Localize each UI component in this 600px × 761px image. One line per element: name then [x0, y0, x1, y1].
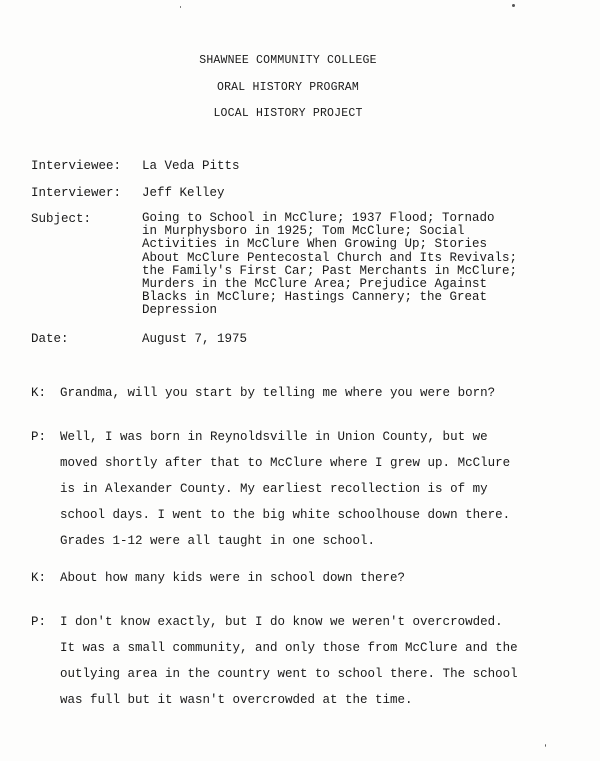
transcript-line: Grades 1-12 were all taught in one school.: [60, 534, 376, 548]
scan-speck: [545, 744, 546, 747]
subject-line: Blacks in McClure; Hastings Cannery; the Great: [142, 290, 488, 305]
scan-speck: [180, 6, 181, 8]
transcript-line: It was a small community, and only those from McClure and the: [60, 641, 518, 655]
interviewer-value: Jeff Kelley: [142, 186, 225, 200]
transcript-line: was full but it wasn't overcrowded at the time.: [60, 693, 413, 707]
transcript-line: I don't know exactly, but I do know we weren't overcrowded.: [60, 615, 503, 629]
subject-line: Going to School in McClure; 1937 Flood; Tornado: [142, 211, 495, 225]
header-program: ORAL HISTORY PROGRAM: [216, 81, 360, 94]
transcript-turn: [60, 424, 560, 554]
speaker-k: K:: [31, 386, 47, 400]
transcript-turn: [60, 609, 560, 713]
date-label: Date:: [31, 332, 69, 346]
transcript-line: moved shortly after that to McClure where I grew up. McClure: [60, 456, 511, 470]
speaker-p: P:: [31, 615, 47, 629]
date-value: August 7, 1975: [142, 332, 248, 346]
header-college: SHAWNEE COMMUNITY COLLEGE: [199, 54, 377, 67]
subject-line: in Murphysboro in 1925; Tom McClure; Social: [142, 224, 465, 239]
interviewee-value: La Veda Pitts: [142, 159, 240, 173]
subject-line: About McClure Pentecostal Church and Its Revivals;: [142, 250, 518, 265]
transcript-line: outlying area in the country went to school there. The school: [60, 667, 518, 681]
subject-line: the Family's First Car; Past Merchants in McClure;: [142, 263, 518, 278]
transcript-line: About how many kids were in school down there?: [60, 571, 406, 585]
transcript-line: Grandma, will you start by telling me where you were born?: [60, 386, 496, 400]
subject-value: [142, 212, 572, 318]
interviewee-label: Interviewee:: [31, 159, 122, 173]
scan-speck: [512, 4, 515, 7]
transcript-turn: [60, 380, 560, 406]
subject-line: Murders in the McClure Area; Prejudice Against: [142, 277, 488, 292]
transcript-line: Well, I was born in Reynoldsville in Union County, but we: [60, 430, 488, 444]
header-project: LOCAL HISTORY PROJECT: [213, 107, 363, 120]
interviewer-label: Interviewer:: [31, 186, 122, 200]
transcript-turn: [60, 565, 560, 591]
subject-line: Depression: [142, 303, 218, 318]
transcript-line: school days. I went to the big white schoolhouse down there.: [60, 508, 511, 522]
subject-label: Subject:: [31, 212, 92, 226]
speaker-k: K:: [31, 571, 47, 585]
transcript-line: is in Alexander County. My earliest recollection is of my: [60, 482, 488, 496]
speaker-p: P:: [31, 430, 47, 444]
subject-line: Activities in McClure When Growing Up; Stories: [142, 237, 488, 252]
